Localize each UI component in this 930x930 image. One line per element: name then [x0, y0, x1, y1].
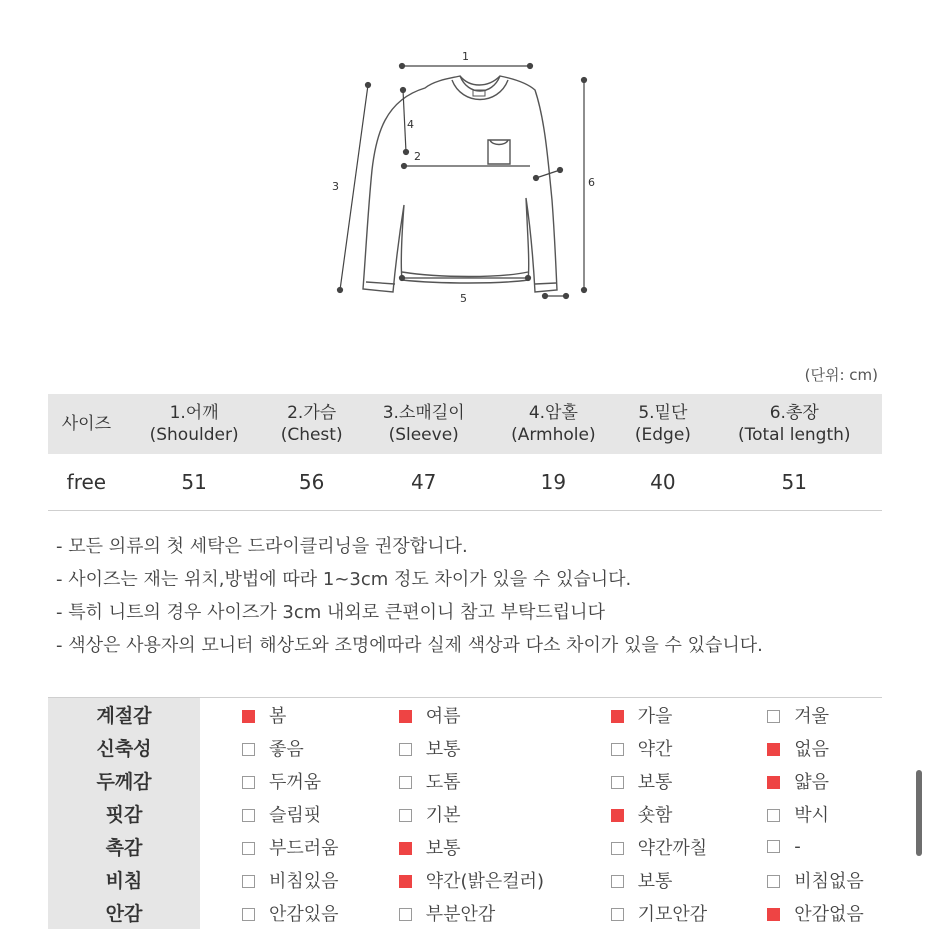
attribute-label: 신축성 — [48, 731, 200, 764]
attribute-option-label: 부드러움 — [269, 837, 339, 859]
attribute-option — [357, 698, 569, 731]
size-header-label: 6.총장 — [769, 403, 819, 423]
unchecked-box-icon — [611, 842, 624, 855]
attribute-option — [725, 830, 882, 863]
checked-box-icon — [611, 809, 624, 822]
attribute-option — [357, 764, 569, 797]
attribute-row — [48, 830, 882, 863]
unchecked-box-icon — [242, 743, 255, 756]
attribute-option-label: 가을 — [637, 705, 673, 727]
attribute-label: 두께감 — [48, 764, 200, 797]
size-header-4 — [488, 394, 620, 454]
attribute-option — [725, 797, 882, 830]
attribute-option — [357, 731, 569, 764]
size-header-sublabel: (Edge) — [634, 425, 691, 445]
attribute-option — [569, 863, 726, 896]
attribute-option-label: 보통 — [425, 738, 461, 760]
unchecked-box-icon — [242, 842, 255, 855]
table-cell: 47 — [360, 454, 488, 511]
attribute-option — [569, 731, 726, 764]
unchecked-box-icon — [242, 875, 255, 888]
attribute-option-label: 보통 — [637, 870, 673, 892]
size-header-sublabel: (Armhole) — [511, 425, 596, 445]
unchecked-box-icon — [242, 776, 255, 789]
unchecked-box-icon — [767, 840, 780, 853]
attribute-option-label: 기본 — [425, 804, 461, 826]
attribute-row — [48, 764, 882, 797]
attribute-option-label: 보통 — [425, 837, 461, 859]
shirt-outline — [363, 76, 557, 292]
attribute-option — [200, 698, 357, 731]
scrollbar[interactable] — [916, 770, 922, 856]
size-header-label: 1.어깨 — [169, 403, 219, 423]
attribute-option-label: 약간(밝은컬러) — [425, 870, 545, 892]
attribute-option — [200, 731, 357, 764]
size-header-label: 사이즈 — [61, 414, 112, 434]
size-header-label: 4.암홀 — [528, 403, 578, 423]
size-header-0 — [48, 394, 125, 454]
size-header-label: 2.가슴 — [287, 403, 337, 423]
attribute-option — [725, 896, 882, 929]
attribute-option — [200, 863, 357, 896]
unchecked-box-icon — [242, 809, 255, 822]
attribute-option-label: 박시 — [794, 804, 830, 826]
size-header-label: 5.밑단 — [638, 403, 688, 423]
checked-box-icon — [399, 710, 412, 723]
attribute-label: 촉감 — [48, 830, 200, 863]
size-header-2 — [263, 394, 359, 454]
attribute-option-label: 봄 — [269, 705, 287, 727]
checked-box-icon — [242, 710, 255, 723]
unchecked-box-icon — [399, 809, 412, 822]
size-header-1 — [125, 394, 264, 454]
size-header-sublabel: (Total length) — [737, 425, 851, 445]
checked-box-icon — [399, 842, 412, 855]
attribute-option — [725, 698, 882, 731]
attribute-option-label: 좋음 — [269, 738, 304, 760]
unchecked-box-icon — [242, 908, 255, 921]
attribute-row — [48, 896, 882, 929]
care-notes — [56, 530, 763, 662]
attribute-option — [569, 896, 726, 929]
table-row — [48, 454, 882, 511]
table-cell: 19 — [488, 454, 620, 511]
attribute-option — [725, 863, 882, 896]
table-cell: 40 — [619, 454, 706, 511]
note-line: - 사이즈는 재는 위치,방법에 따라 1~3cm 정도 차이가 있을 수 있습니다. — [56, 569, 632, 590]
attribute-option-label: 얇음 — [794, 771, 830, 793]
unchecked-box-icon — [767, 809, 780, 822]
checked-box-icon — [767, 743, 780, 756]
diagram-label-2: 2 — [414, 150, 421, 163]
product-attributes — [48, 697, 882, 929]
attribute-option-label: 안감없음 — [794, 903, 864, 925]
size-header-5 — [619, 394, 706, 454]
note-line: - 특히 니트의 경우 사이즈가 3cm 내외로 큰편이니 참고 부탁드립니다 — [56, 602, 605, 623]
attribute-option — [357, 797, 569, 830]
attribute-label: 계절감 — [48, 698, 200, 731]
attribute-option — [569, 797, 726, 830]
attribute-option-label: 기모안감 — [637, 903, 708, 925]
checked-box-icon — [767, 776, 780, 789]
size-header-label: 3.소매길이 — [382, 403, 465, 423]
attribute-row — [48, 698, 882, 731]
size-header-sublabel: (Chest) — [280, 425, 343, 445]
attribute-option — [357, 863, 569, 896]
attribute-option-label: - — [794, 836, 801, 857]
attribute-label: 비침 — [48, 863, 200, 896]
diagram-label-4: 4 — [407, 118, 414, 131]
attribute-option-label: 약간 — [637, 738, 673, 760]
attribute-row — [48, 731, 882, 764]
attribute-option-label: 약간까칠 — [637, 837, 708, 859]
attribute-option — [569, 698, 726, 731]
note-line: - 색상은 사용자의 모니터 해상도와 조명에따라 실제 색상과 다소 차이가 있을 수 있습니다. — [56, 635, 763, 656]
unchecked-box-icon — [611, 875, 624, 888]
attribute-option-label: 숏함 — [637, 804, 673, 826]
checked-box-icon — [767, 908, 780, 921]
diagram-label-1: 1 — [462, 50, 469, 63]
attribute-row — [48, 863, 882, 896]
table-cell: free — [48, 454, 125, 511]
unchecked-box-icon — [399, 743, 412, 756]
diagram-label-3: 3 — [332, 180, 339, 193]
size-table — [48, 394, 882, 511]
table-cell: 51 — [125, 454, 264, 511]
attribute-option-label: 보통 — [637, 771, 673, 793]
attribute-option-label: 도톰 — [425, 771, 461, 793]
attribute-option — [200, 830, 357, 863]
attribute-option-label: 안감있음 — [269, 903, 339, 925]
checked-box-icon — [611, 710, 624, 723]
size-header-6 — [707, 394, 882, 454]
table-cell: 56 — [263, 454, 359, 511]
attribute-option — [569, 764, 726, 797]
attribute-option — [357, 896, 569, 929]
unchecked-box-icon — [611, 908, 624, 921]
attribute-option — [725, 731, 882, 764]
unit-label: (단위: cm) — [804, 366, 878, 384]
attribute-option-label: 두꺼움 — [269, 771, 322, 793]
attribute-option-label: 여름 — [425, 705, 461, 727]
attribute-option — [725, 764, 882, 797]
attribute-option-label: 없음 — [794, 738, 830, 760]
unchecked-box-icon — [611, 743, 624, 756]
attribute-label: 안감 — [48, 896, 200, 929]
attribute-option-label: 비침없음 — [794, 870, 864, 892]
size-header-sublabel: (Sleeve) — [388, 425, 459, 445]
attribute-option — [357, 830, 569, 863]
diagram-label-6: 6 — [588, 176, 595, 189]
unchecked-box-icon — [399, 776, 412, 789]
unchecked-box-icon — [767, 875, 780, 888]
attribute-option-label: 부분안감 — [425, 903, 496, 925]
unchecked-box-icon — [611, 776, 624, 789]
table-cell: 51 — [707, 454, 882, 511]
attribute-option — [200, 896, 357, 929]
garment-measurement-diagram — [330, 40, 610, 310]
attribute-option-label: 겨울 — [794, 705, 830, 727]
note-line: - 모든 의류의 첫 세탁은 드라이클리닝을 권장합니다. — [56, 536, 468, 557]
diagram-label-5: 5 — [460, 292, 467, 305]
attribute-row — [48, 797, 882, 830]
attribute-option — [200, 764, 357, 797]
unchecked-box-icon — [767, 710, 780, 723]
size-header-sublabel: (Shoulder) — [149, 425, 239, 445]
attribute-option — [200, 797, 357, 830]
checked-box-icon — [399, 875, 412, 888]
attribute-option — [569, 830, 726, 863]
attribute-option-label: 슬림핏 — [269, 804, 322, 826]
unchecked-box-icon — [399, 908, 412, 921]
attribute-option-label: 비침있음 — [269, 870, 339, 892]
size-header-3 — [360, 394, 488, 454]
attribute-label: 핏감 — [48, 797, 200, 830]
